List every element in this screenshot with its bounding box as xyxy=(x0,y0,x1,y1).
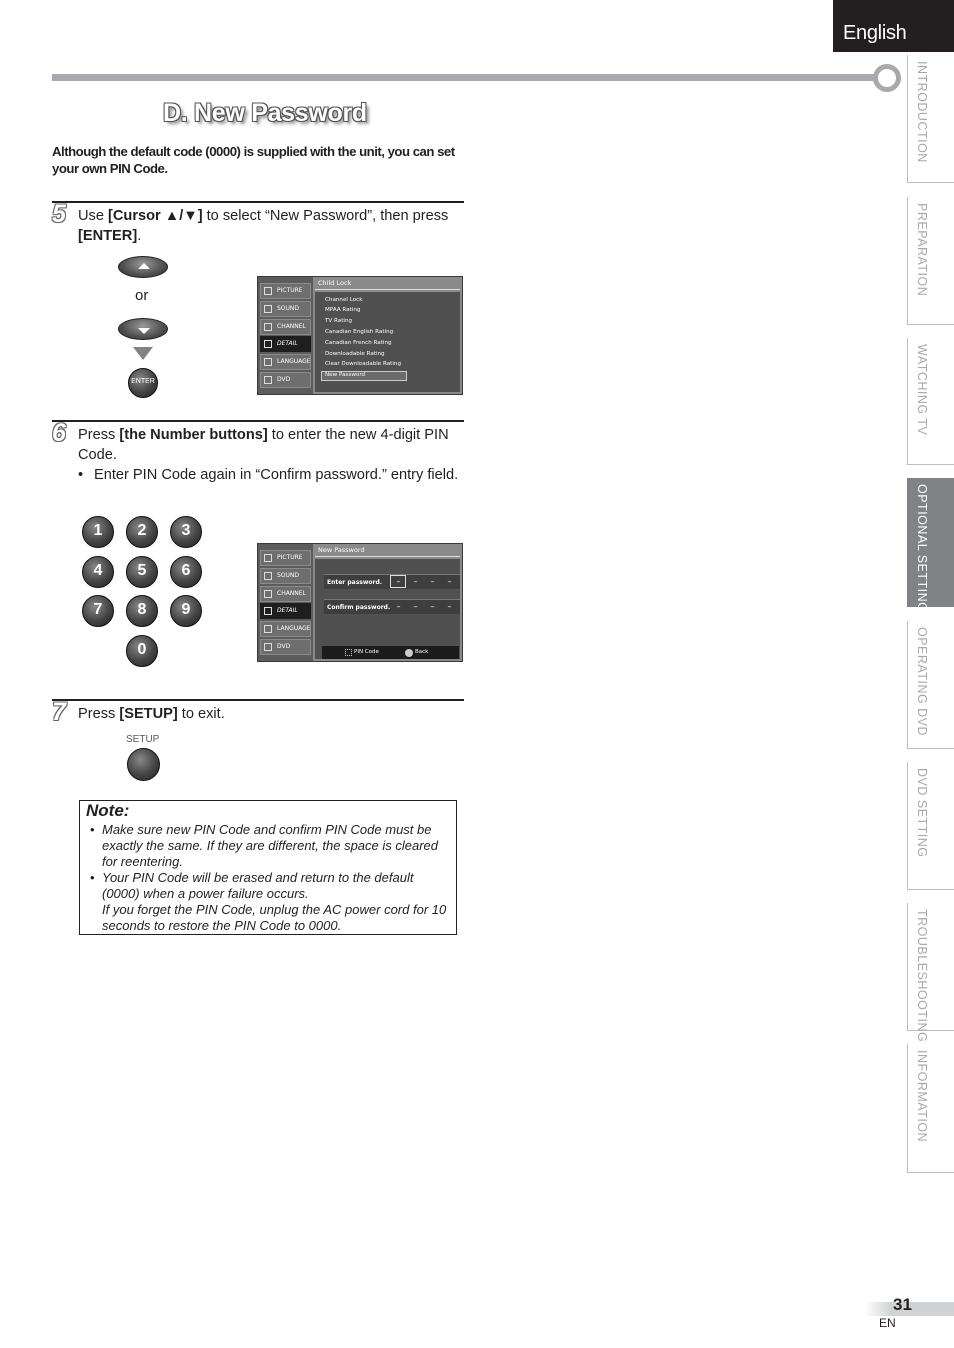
side-tab-troubleshooting[interactable]: TROUBLESHOOTING xyxy=(907,903,954,1031)
number-button-2: 2 xyxy=(126,516,158,548)
number-keypad-icon xyxy=(345,649,352,656)
back-button-icon xyxy=(405,649,413,657)
down-arrow-icon xyxy=(138,328,150,334)
menu-item-detail: DETAIL xyxy=(260,336,311,352)
step-6-number: 6 xyxy=(52,419,66,447)
side-tab-optional-setting[interactable]: OPTIONAL SETTING xyxy=(907,478,954,607)
number-button-5: 5 xyxy=(126,556,158,588)
dvd-icon xyxy=(264,376,272,384)
menu-item-picture: PICTURE xyxy=(260,283,311,299)
menu-item-picture: PICTURE xyxy=(260,550,311,566)
screen-footer xyxy=(322,646,459,659)
step-5-text: Use [Cursor ▲/▼] to select “New Password”, then press [ENTER]. xyxy=(78,208,449,244)
child-lock-item: Channel Lock xyxy=(325,297,363,303)
detail-icon xyxy=(264,607,272,615)
picture-icon xyxy=(264,287,272,295)
menu-item-dvd: DVD xyxy=(260,639,311,655)
child-lock-item: Canadian French Rating xyxy=(325,340,392,346)
number-button-0: 0 xyxy=(126,635,158,667)
channel-icon xyxy=(264,323,272,331)
cursor-up-button xyxy=(118,256,168,278)
note-box xyxy=(79,800,457,935)
channel-icon xyxy=(264,590,272,598)
step-7-text: Press [SETUP] to exit. xyxy=(78,706,225,722)
step-7-number: 7 xyxy=(52,698,66,726)
tv-screen-new-password xyxy=(257,543,463,662)
step-6-text: Press [the Number buttons] to enter the new 4-digit PIN Code. xyxy=(78,427,449,463)
setup-button xyxy=(127,748,160,781)
detail-icon xyxy=(264,340,272,348)
child-lock-item: Clear Downloadable Rating xyxy=(325,361,401,367)
language-tab-label: English xyxy=(843,22,907,44)
child-lock-item-selected: New Password xyxy=(325,372,366,378)
menu-item-detail: DETAIL xyxy=(260,603,311,619)
side-tab-watching-tv[interactable]: WATCHING TV xyxy=(907,338,954,465)
note-line: seconds to restore the PIN Code to 0000. xyxy=(102,918,342,933)
child-lock-item: TV Rating xyxy=(325,318,353,324)
note-line: (0000) when a power failure occurs. xyxy=(102,886,309,901)
intro-text: Although the default code (0000) is supplied with the unit, you can set your own PIN Code. xyxy=(52,144,455,176)
step-6-bullet: • Enter PIN Code again in “Confirm password.” entry field. xyxy=(78,467,459,483)
header-rule-circle xyxy=(873,64,901,92)
enter-password-row: Enter password. – – – – xyxy=(324,574,460,589)
note-line: for reentering. xyxy=(102,854,183,869)
sound-icon xyxy=(264,572,272,580)
note-line: exactly the same. If they are different, the space is cleared xyxy=(102,838,439,853)
page-number: 31 xyxy=(893,1295,912,1314)
side-tab-dvd-setting[interactable]: DVD SETTING xyxy=(907,762,954,890)
step-6-rule xyxy=(52,420,464,422)
footer-back: Back xyxy=(415,649,429,655)
side-tab-introduction[interactable]: INTRODUCTION xyxy=(907,55,954,183)
note-bullet: • xyxy=(90,822,95,837)
picture-icon xyxy=(264,554,272,562)
number-button-3: 3 xyxy=(170,516,202,548)
menu-item-channel: CHANNEL xyxy=(260,586,311,602)
menu-item-channel: CHANNEL xyxy=(260,319,311,335)
menu-item-sound: SOUND xyxy=(260,568,311,584)
number-button-7: 7 xyxy=(82,595,114,627)
screen-title-line xyxy=(315,289,460,290)
screen-title: Child Lock xyxy=(318,279,352,287)
language-icon xyxy=(264,358,272,366)
enter-button xyxy=(128,368,158,398)
side-tab-preparation[interactable]: PREPARATION xyxy=(907,197,954,325)
step-5-number: 5 xyxy=(52,200,66,228)
language-code: EN xyxy=(879,1316,896,1330)
step-5-rule xyxy=(52,201,464,203)
or-label: or xyxy=(135,287,149,304)
child-lock-item: Downloadable Rating xyxy=(325,351,385,357)
confirm-password-label: Confirm password. xyxy=(327,604,391,611)
number-button-8: 8 xyxy=(126,595,158,627)
number-button-9: 9 xyxy=(170,595,202,627)
note-line: Your PIN Code will be erased and return to the default xyxy=(102,870,414,885)
menu-item-language: LANGUAGE xyxy=(260,354,311,370)
menu-item-language: LANGUAGE xyxy=(260,621,311,637)
header-rule xyxy=(52,74,880,81)
child-lock-item: Canadian English Rating xyxy=(325,329,394,335)
section-title: D. New Password xyxy=(163,99,367,127)
screen-title: New Password xyxy=(318,546,365,554)
note-title: Note: xyxy=(86,801,130,820)
confirm-password-row: Confirm password. – – – – xyxy=(324,599,460,614)
number-button-6: 6 xyxy=(170,556,202,588)
number-button-1: 1 xyxy=(82,516,114,548)
enter-button-label: ENTER xyxy=(131,378,155,385)
dvd-icon xyxy=(264,643,272,651)
footer-pin-code: PIN Code xyxy=(354,649,379,655)
language-tab xyxy=(833,0,954,52)
cursor-down-button xyxy=(118,318,168,340)
setup-label: SETUP xyxy=(126,734,160,745)
side-tab-information[interactable]: INFORMATION xyxy=(907,1044,954,1173)
language-icon xyxy=(264,625,272,633)
screen-title-line xyxy=(315,556,460,557)
note-line: Make sure new PIN Code and confirm PIN Code must be xyxy=(102,822,432,837)
menu-item-dvd: DVD xyxy=(260,372,311,388)
flow-arrow-icon xyxy=(133,347,153,360)
child-lock-item: MPAA Rating xyxy=(325,307,361,313)
menu-item-sound: SOUND xyxy=(260,301,311,317)
step-7-rule xyxy=(52,699,464,701)
number-button-4: 4 xyxy=(82,556,114,588)
note-bullet: • xyxy=(90,870,95,885)
enter-password-label: Enter password. xyxy=(327,579,383,586)
side-tab-operating-dvd[interactable]: OPERATING DVD xyxy=(907,621,954,749)
up-arrow-icon xyxy=(138,263,150,269)
tv-screen-child-lock xyxy=(257,276,463,395)
note-line: If you forget the PIN Code, unplug the AC power cord for 10 xyxy=(102,902,447,917)
sound-icon xyxy=(264,305,272,313)
